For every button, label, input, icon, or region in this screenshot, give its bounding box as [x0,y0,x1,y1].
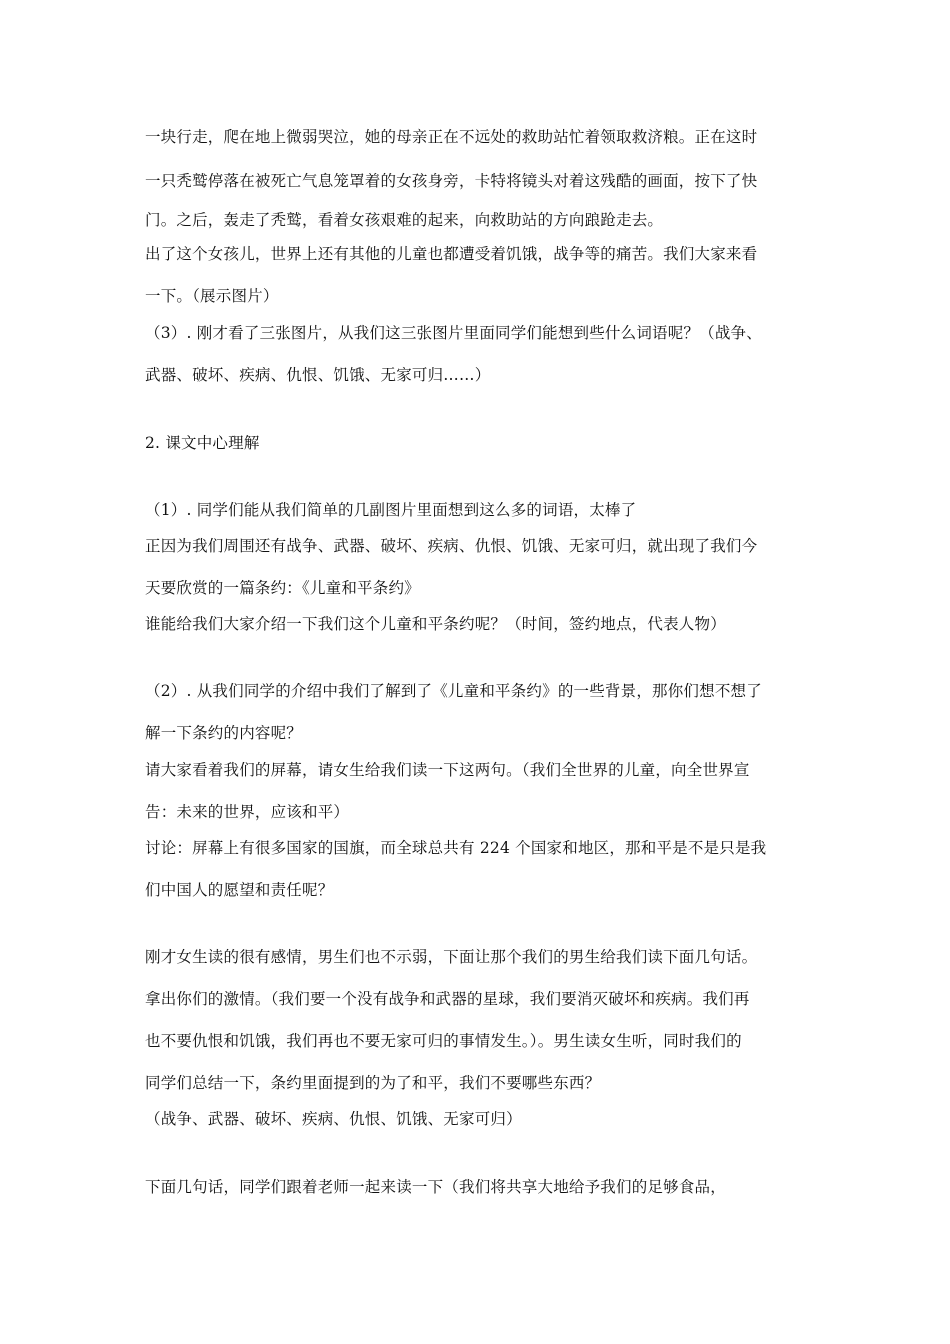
text-line: 出了这个女孩儿，世界上还有其他的儿童也都遭受着饥饿，战争等的痛苦。我们大家来看 [145,245,758,263]
text-line: 一下。（展示图片） [145,287,279,305]
text-line: 讨论：屏幕上有很多国家的国旗，而全球总共有 224 个国家和地区，那和平是不是只是我 [145,839,767,857]
text-line: 拿出你们的激情。（我们要一个没有战争和武器的星球，我们要消灭破坏和疾病。我们再 [145,990,750,1008]
text-line: （战争、武器、破坏、疾病、仇恨、饥饿、无家可归） [145,1110,522,1128]
text-line: 武器、破坏、疾病、仇恨、饥饿、无家可归……） [145,366,491,384]
text-line: 天要欣赏的一篇条约：《儿童和平条约》 [145,579,420,597]
text-line: 一块行走，爬在地上微弱哭泣，她的母亲正在不远处的救助站忙着领取救济粮。正在这时 [145,128,758,146]
text-line: 解一下条约的内容呢？ [145,724,303,742]
text-line: 下面几句话，同学们跟着老师一起来读一下（我们将共享大地给予我们的足够食品， [145,1178,726,1196]
text-line: （1）. 同学们能从我们简单的几副图片里面想到这么多的词语，太棒了 [145,501,637,519]
text-line: （3）. 刚才看了三张图片，从我们这三张图片里面同学们能想到些什么词语呢？（战争、 [145,324,762,342]
text-line: 正因为我们周围还有战争、武器、破坏、疾病、仇恨、饥饿、无家可归，就出现了我们今 [145,537,758,555]
text-line: 谁能给我们大家介绍一下我们这个儿童和平条约呢？（时间，签约地点，代表人物） [145,615,726,633]
text-line: （2）. 从我们同学的介绍中我们了解到了《儿童和平条约》的一些背景，那你们想不想了 [145,682,762,700]
text-line: 一只秃鹫停落在被死亡气息笼罩着的女孩身旁，卡特将镜头对着这残酷的画面，按下了快 [145,172,758,190]
text-line: 告：未来的世界，应该和平） [145,803,350,821]
text-line: 们中国人的愿望和责任呢？ [145,881,334,899]
text-line: 刚才女生读的很有感情，男生们也不示弱，下面让那个我们的男生给我们读下面几句话。 [145,948,758,966]
text-line: 门。之后，轰走了秃鹫，看着女孩艰难的起来，向救助站的方向踉跄走去。 [145,211,664,229]
section-heading: 2. 课文中心理解 [145,434,260,452]
text-line: 也不要仇恨和饥饿，我们再也不要无家可归的事情发生。）。男生读女生听，同时我们的 [145,1032,742,1050]
text-line: 同学们总结一下，条约里面提到的为了和平，我们不要哪些东西？ [145,1074,601,1092]
text-line: 请大家看着我们的屏幕，请女生给我们读一下这两句。（我们全世界的儿童，向全世界宣 [145,761,750,779]
